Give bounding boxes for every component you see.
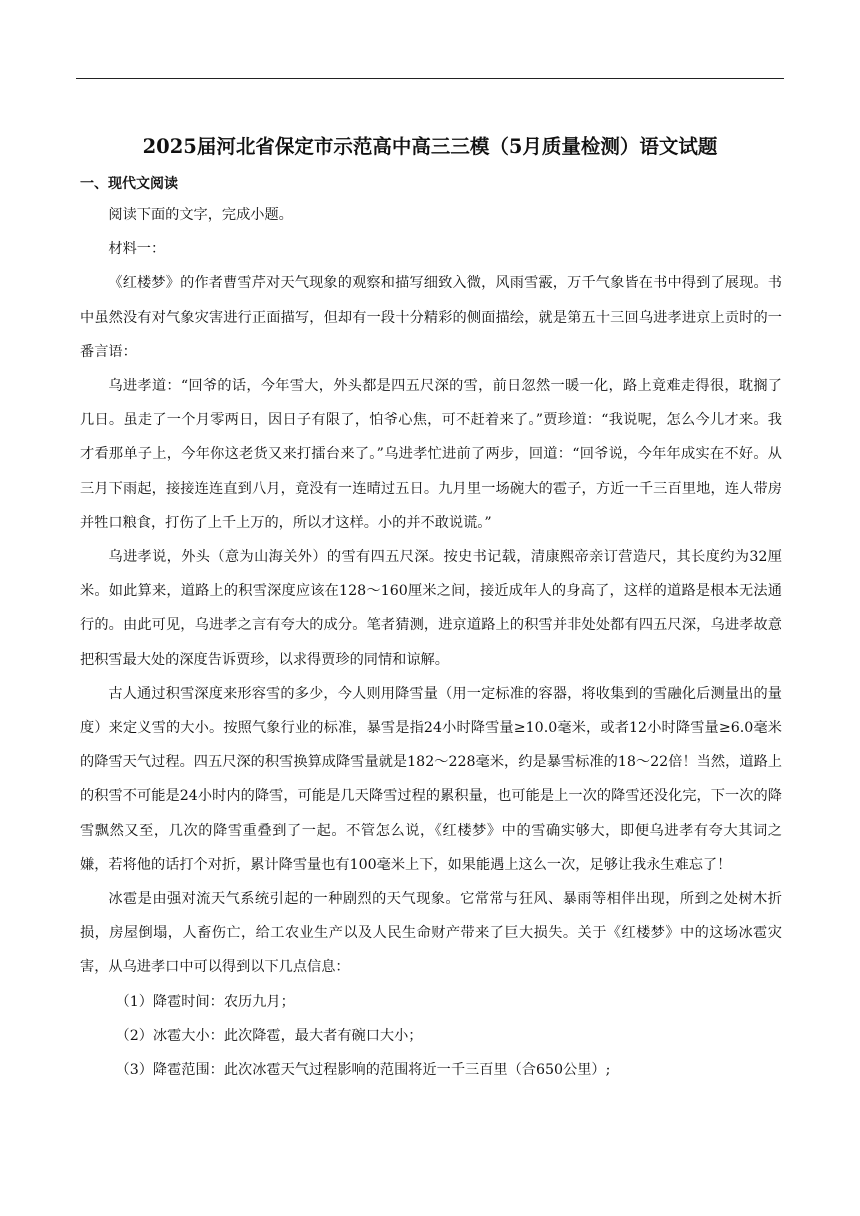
paragraph: 乌进孝说，外头（意为山海关外）的雪有四五尺深。按史书记载，清康熙帝亲订营造尺，其长度约为32厘米。如此算来，道路上的积雪深度应该在128～160厘米之间，接近成年人的身高了，这样的道路是根本无法通行的。由此可见，乌进孝之言有夸大的成分。笔者猜测，进京道路上的积雪并非处处都有四五尺深，乌进孝故意把积雪最大处的深度告诉贾珍，以求得贾珍的同情和谅解。 [80,549,782,668]
list-item: （1）降雹时间：农历九月； [115,993,295,1010]
header-rule [76,78,784,79]
paragraph: 《红楼梦》的作者曹雪芹对天气现象的观察和描写细致入微，风雨雪霰，万千气象皆在书中得到了展现。书中虽然没有对气象灾害进行正面描写，但却有一段十分精彩的侧面描绘，就是第五十三回乌进孝进京上贡时的一番言语： [80,275,782,360]
section-heading: 一、现代文阅读 [80,176,178,192]
page-title: 2025届河北省保定市示范高中高三三模（5月质量检测）语文试题 [142,135,718,158]
document-body [80,198,782,1087]
paragraph: 乌进孝道：“回爷的话，今年雪大，外头都是四五尺深的雪，前日忽然一暖一化，路上竟难走得很，耽搁了几日。虽走了一个月零两日，因日子有限了，怕爷心焦，可不赶着来了。”贾珍道：“我说呢，怎么今儿才来。我才看那单子上，今年你这老货又来打擂台来了。”乌进孝忙进前了两步，回道：“回爷说，今年年成实在不好。从三月下雨起，接接连连直到八月，竟没有一连晴过五日。九月里一场碗大的雹子，方近一千三百里地，连人带房并牲口粮食，打伤了上千上万的，所以才这样。小的并不敢说谎。” [80,378,782,531]
paragraph: 古人通过积雪深度来形容雪的多少，今人则用降雪量（用一定标准的容器，将收集到的雪融化后测量出的量度）来定义雪的大小。按照气象行业的标准，暴雪是指24小时降雪量≥10.0毫米，或者12小时降雪量≥6.0毫米的降雪天气过程。四五尺深的积雪换算成降雪量就是182～228毫米，约是暴雪标准的18～22倍！当然，道路上的积雪不可能是24小时内的降雪，可能是几天降雪过程的累积量，也可能是上一次的降雪还没化完，下一次的降雪飘然又至，几次的降雪重叠到了一起。不管怎么说，《红楼梦》中的雪确实够大，即便乌进孝有夸大其词之嫌，若将他的话打个对折，累计降雪量也有100毫米上下，如果能遇上这么一次，足够让我永生难忘了！ [80,685,782,873]
instruction-text: 阅读下面的文字，完成小题。 [108,207,293,223]
list-item: （2）冰雹大小：此次降雹，最大者有碗口大小； [115,1027,423,1044]
paragraph: 冰雹是由强对流天气系统引起的一种剧烈的天气现象。它常常与狂风、暴雨等相伴出现，所到之处树木折损，房屋倒塌，人畜伤亡，给工农业生产以及人民生命财产带来了巨大损失。关于《红楼梦》中的这场冰雹灾害，从乌进孝口中可以得到以下几点信息： [80,891,782,976]
material-label: 材料一： [108,241,166,258]
list-item: （3）降雹范围：此次冰雹天气过程影响的范围将近一千三百里（合650公里）; [115,1062,611,1079]
